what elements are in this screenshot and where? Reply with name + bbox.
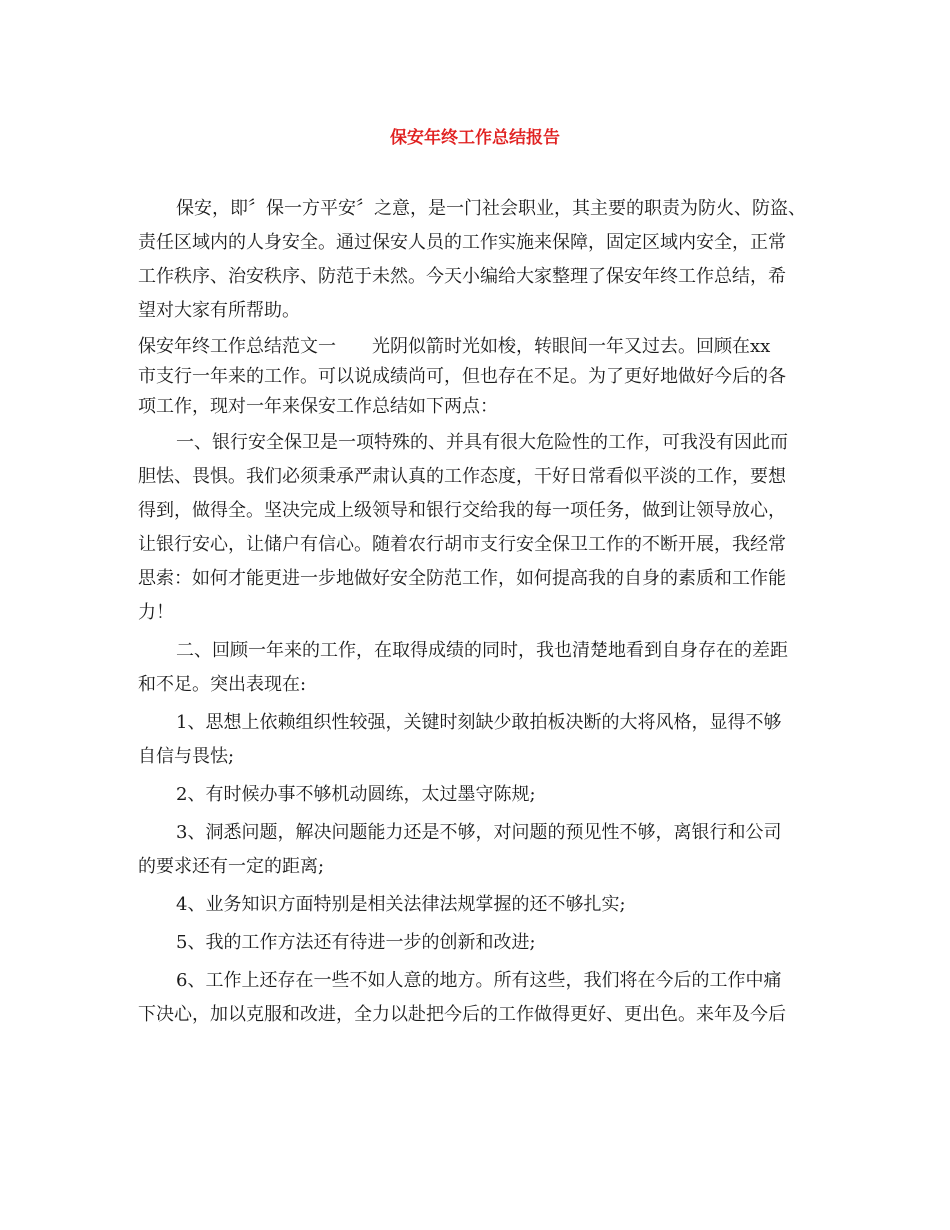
document-body (138, 192, 828, 1036)
list-item-4 (138, 888, 828, 922)
list-item-1 (138, 706, 828, 774)
text-line: 2、有时候办事不够机动圆练，太过墨守陈规; (176, 784, 536, 805)
paragraph-sample-one (138, 332, 828, 422)
text-line: 胆怯、畏惧。我们必须秉承严肃认真的工作态度，干好日常看似平淡的工作，要想 (138, 466, 786, 487)
text-line: 项工作，现对一年来保安工作总结如下两点： (138, 396, 498, 417)
text-line: 3、洞悉问题，解决问题能力还是不够，对问题的预见性不够，离银行和公司 (176, 822, 782, 843)
text-line: 自信与畏怯; (138, 746, 235, 767)
text-line: 市支行一年来的工作。可以说成绩尚可，但也存在不足。为了更好地做好今后的各 (138, 366, 786, 387)
paragraph-point-two (138, 634, 828, 702)
text-line: 一、银行安全保卫是一项特殊的、并具有很大危险性的工作，可我没有因此而 (176, 432, 788, 453)
text-line: 4、业务知识方面特别是相关法律法规掌握的还不够扎实; (176, 894, 626, 915)
text-line: 得到，做得全。坚决完成上级领导和银行交给我的每一项任务，做到让领导放心， (138, 500, 786, 521)
text-line: 二、回顾一年来的工作，在取得成绩的同时，我也清楚地看到自身存在的差距 (176, 640, 788, 661)
paragraph-intro (138, 192, 828, 328)
text-line: 的要求还有一定的距离; (138, 856, 325, 877)
list-item-5 (138, 926, 828, 960)
list-item-2 (138, 778, 828, 812)
list-item-6 (138, 964, 828, 1032)
text-line: 6、工作上还存在一些不如人意的地方。所有这些，我们将在今后的工作中痛 (176, 970, 782, 991)
list-item-3 (138, 816, 828, 884)
text-line: 思索：如何才能更进一步地做好安全防范工作，如何提高我的自身的素质和工作能 (138, 568, 786, 589)
text-line: 力！ (138, 602, 174, 623)
paragraph-point-one (138, 426, 828, 630)
text-line: 保安，即〞保一方平安〞之意，是一门社会职业，其主要的职责为防火、防盗、 (176, 198, 806, 219)
text-line: 望对大家有所帮助。 (138, 300, 300, 321)
text-line: 工作秩序、治安秩序、防范于未然。今天小编给大家整理了保安年终工作总结，希 (138, 266, 786, 287)
text-line: 保安年终工作总结范文一 光阴似箭时光如梭，转眼间一年又过去。回顾在xx (138, 336, 771, 357)
text-line: 责任区域内的人身安全。通过保安人员的工作实施来保障，固定区域内安全，正常 (138, 232, 786, 253)
text-line: 1、思想上依赖组织性较强，关键时刻缺少敢拍板决断的大将风格，显得不够 (176, 712, 782, 733)
text-line: 让银行安心，让储户有信心。随着农行胡市支行安全保卫工作的不断开展，我经常 (138, 534, 786, 555)
text-line: 5、我的工作方法还有待进一步的创新和改进; (176, 932, 536, 953)
text-line: 和不足。突出表现在: (138, 674, 307, 695)
document-title: 保安年终工作总结报告 (390, 128, 560, 148)
text-line: 下决心，加以克服和改进，全力以赴把今后的工作做得更好、更出色。来年及今后 (138, 1004, 786, 1025)
